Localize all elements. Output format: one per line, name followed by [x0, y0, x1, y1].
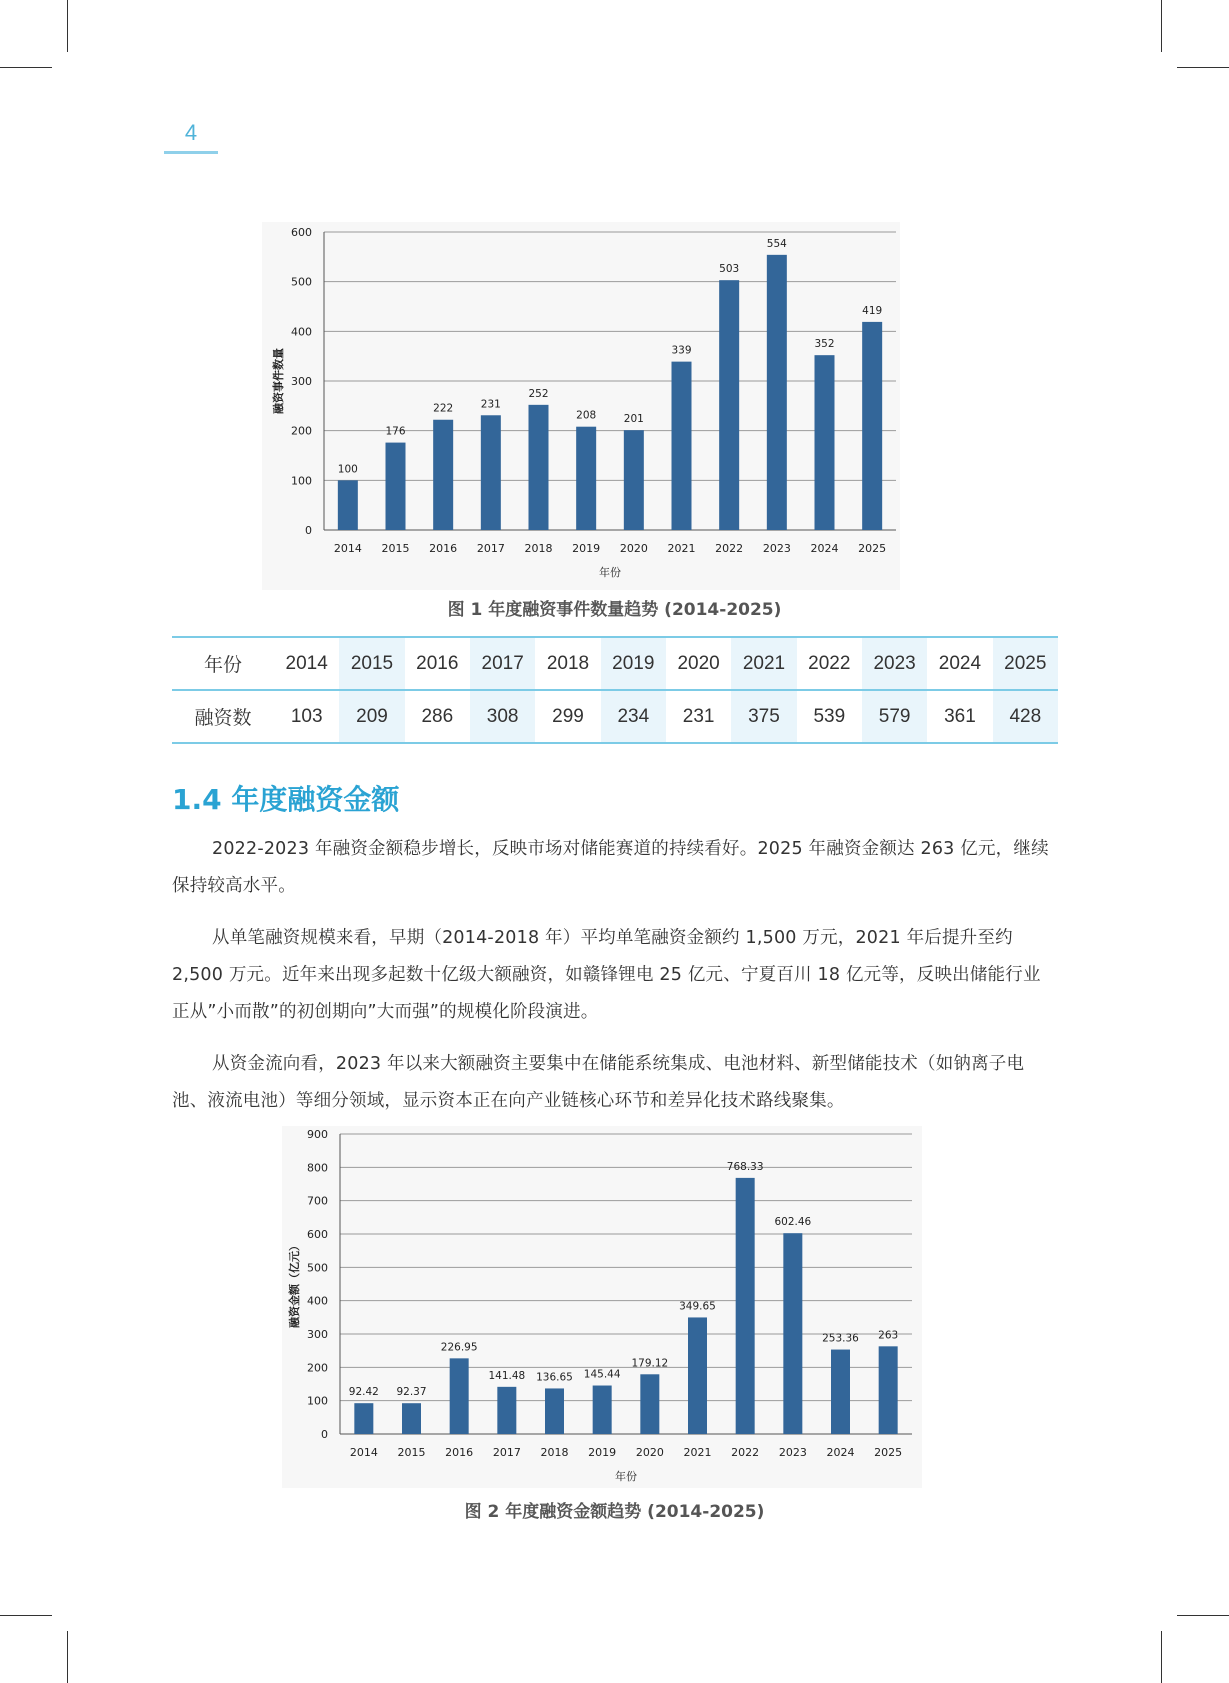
- bar: [783, 1233, 802, 1434]
- x-tick-label: 2018: [540, 1446, 569, 1459]
- bar: [736, 1178, 755, 1434]
- data-label: 339: [671, 344, 692, 357]
- data-label: 201: [623, 413, 644, 426]
- y-tick-label: 800: [307, 1161, 328, 1175]
- table-cell: 579: [862, 690, 927, 743]
- bar: [545, 1388, 564, 1434]
- table-cell: 103: [274, 690, 339, 743]
- chart-funding-amount: [282, 1126, 922, 1488]
- table-cell: 2018: [535, 637, 600, 690]
- table-row: [172, 690, 1058, 743]
- chart1-caption: 图 1 年度融资事件数量趋势 (2014-2025): [447, 600, 782, 620]
- x-tick-label: 2023: [762, 542, 791, 555]
- bar: [767, 255, 787, 530]
- x-tick-label: 2019: [572, 542, 601, 555]
- bar: [576, 427, 596, 530]
- y-axis-title: 融资事件数量: [272, 348, 285, 414]
- data-label: 503: [719, 263, 740, 276]
- table-cell: 231: [666, 690, 731, 743]
- x-tick-label: 2025: [874, 1446, 903, 1459]
- y-tick-label: 0: [321, 1428, 328, 1441]
- crop-mark: [67, 0, 68, 52]
- data-label: 554: [766, 237, 787, 250]
- x-tick-label: 2017: [492, 1446, 521, 1459]
- chart2-caption: 图 2 年度融资金额趋势 (2014-2025): [464, 1502, 765, 1522]
- y-tick-label: 300: [307, 1328, 328, 1341]
- x-tick-label: 2025: [858, 542, 887, 555]
- x-tick-label: 2021: [667, 542, 696, 555]
- x-tick-label: 2015: [381, 542, 410, 555]
- bar: [688, 1317, 707, 1434]
- chart-funding-amount-svg: [282, 1126, 922, 1488]
- bar: [672, 362, 692, 530]
- data-label: 352: [814, 338, 835, 351]
- chart-funding-events-svg: [262, 222, 900, 590]
- data-label: 136.65: [536, 1371, 573, 1384]
- table-cell: 2019: [601, 637, 666, 690]
- table-cell: 2023: [862, 637, 927, 690]
- x-tick-label: 2020: [635, 1446, 664, 1459]
- table-cell: 209: [339, 690, 404, 743]
- bar: [862, 322, 882, 530]
- bar: [354, 1403, 373, 1434]
- y-tick-label: 400: [291, 325, 312, 339]
- bar: [529, 405, 549, 530]
- paragraph: 2022-2023 年融资金额稳步增长，反映市场对储能赛道的持续看好。2025 年融资金额达 263 亿元，继续保持较高水平。: [172, 839, 1049, 896]
- table-cell: 2016: [405, 637, 470, 690]
- data-label: 253.36: [822, 1332, 859, 1345]
- y-tick-label: 0: [305, 524, 312, 537]
- y-tick-label: 400: [307, 1294, 328, 1308]
- crop-mark: [67, 1631, 68, 1683]
- table-cell: 539: [797, 690, 862, 743]
- paragraph: 从资金流向看，2023 年以来大额融资主要集中在储能系统集成、电池材料、新型储能技术（如钠离子电池、液流电池）等细分领域，显示资本正在向产业链核心环节和差异化技术路线聚集。: [172, 1054, 1025, 1111]
- x-tick-label: 2020: [619, 542, 648, 555]
- x-tick-label: 2014: [333, 542, 362, 555]
- x-axis-title: 年份: [615, 1470, 637, 1483]
- table-cell: 2025: [993, 637, 1058, 690]
- data-label: 176: [385, 425, 406, 438]
- bar: [879, 1346, 898, 1434]
- crop-mark: [1177, 67, 1229, 68]
- crop-mark: [1161, 1631, 1162, 1683]
- table-cell: 2017: [470, 637, 535, 690]
- bar: [815, 355, 835, 530]
- data-label: 208: [576, 409, 597, 422]
- table-cell: 2015: [339, 637, 404, 690]
- y-tick-label: 600: [291, 226, 312, 239]
- bar: [640, 1374, 659, 1434]
- x-tick-label: 2018: [524, 542, 553, 555]
- x-tick-label: 2015: [397, 1446, 426, 1459]
- crop-mark: [1161, 0, 1162, 52]
- table-cell: 2021: [731, 637, 796, 690]
- bar: [593, 1386, 612, 1434]
- x-tick-label: 2023: [778, 1446, 807, 1459]
- data-label: 100: [337, 463, 358, 476]
- table-cell: 299: [535, 690, 600, 743]
- table-cell: 2022: [797, 637, 862, 690]
- chart-funding-events: [262, 222, 900, 590]
- y-tick-label: 200: [307, 1361, 328, 1375]
- bar: [497, 1387, 516, 1434]
- data-label: 141.48: [488, 1369, 526, 1382]
- x-axis-title: 年份: [599, 566, 621, 579]
- data-label: 602.46: [774, 1216, 812, 1229]
- x-tick-label: 2016: [429, 542, 458, 555]
- data-label: 226.95: [440, 1341, 478, 1354]
- table-cell: 2014: [274, 637, 339, 690]
- table-row-header: [172, 637, 1058, 690]
- bar: [450, 1358, 469, 1434]
- table-cell: 融资数: [172, 690, 274, 743]
- y-tick-label: 700: [307, 1194, 328, 1208]
- bar: [624, 430, 644, 530]
- table-cell: 428: [993, 690, 1058, 743]
- y-axis-title: 融资金额（亿元）: [288, 1240, 301, 1328]
- x-tick-label: 2014: [349, 1446, 378, 1459]
- x-tick-label: 2024: [826, 1446, 855, 1459]
- paragraph: 从单笔融资规模来看，早期（2014-2018 年）平均单笔融资金额约 1,500 万元，2021 年后提升至约 2,500 万元。近年来出现多起数十亿级大额融资，如赣锋锂电 25 亿元、宁夏百川 18 亿元等，反映出储能行业正从”小而散”的初创期向”大而强”的规模化阶段演进。: [172, 928, 1041, 1022]
- table-cell: 361: [927, 690, 992, 743]
- funding-count-table: [172, 636, 1058, 744]
- x-tick-label: 2016: [445, 1446, 474, 1459]
- page-number: 4: [184, 120, 198, 145]
- x-tick-label: 2022: [731, 1446, 760, 1459]
- bar: [402, 1403, 421, 1434]
- y-tick-label: 300: [291, 375, 312, 388]
- table-cell: 2020: [666, 637, 731, 690]
- table-cell: 2024: [927, 637, 992, 690]
- data-label: 252: [528, 387, 549, 400]
- table-cell: 年份: [172, 637, 274, 690]
- chart-background: [262, 222, 900, 590]
- data-label: 222: [433, 402, 454, 415]
- data-label: 92.42: [348, 1386, 379, 1399]
- crop-mark: [0, 1615, 52, 1616]
- bar: [719, 280, 739, 530]
- x-tick-label: 2017: [476, 542, 505, 555]
- y-tick-label: 100: [307, 1394, 328, 1408]
- table-cell: 308: [470, 690, 535, 743]
- data-label: 231: [480, 398, 501, 411]
- data-label: 349.65: [679, 1300, 716, 1313]
- data-label: 145.44: [583, 1368, 621, 1381]
- table-cell: 234: [601, 690, 666, 743]
- crop-mark: [1177, 1615, 1229, 1616]
- data-label: 419: [862, 304, 883, 317]
- bar: [831, 1350, 850, 1434]
- bar: [481, 415, 501, 530]
- x-tick-label: 2024: [810, 542, 839, 555]
- table-cell: 375: [731, 690, 796, 743]
- table-cell: 286: [405, 690, 470, 743]
- y-tick-label: 200: [291, 424, 312, 438]
- page-number-underline: [164, 151, 218, 154]
- x-tick-label: 2021: [683, 1446, 712, 1459]
- crop-mark: [0, 67, 52, 68]
- section-title: 1.4 年度融资金额: [172, 783, 400, 816]
- data-label: 92.37: [396, 1386, 427, 1399]
- data-label: 263: [878, 1329, 899, 1342]
- y-tick-label: 100: [291, 474, 312, 488]
- x-tick-label: 2019: [588, 1446, 617, 1459]
- y-tick-label: 900: [307, 1128, 328, 1141]
- y-tick-label: 500: [291, 275, 312, 289]
- bar: [386, 443, 406, 530]
- bar: [433, 420, 453, 530]
- y-tick-label: 500: [307, 1261, 328, 1275]
- y-tick-label: 600: [307, 1228, 328, 1241]
- data-label: 768.33: [726, 1160, 764, 1173]
- data-label: 179.12: [631, 1357, 669, 1370]
- bar: [338, 480, 358, 530]
- x-tick-label: 2022: [715, 542, 744, 555]
